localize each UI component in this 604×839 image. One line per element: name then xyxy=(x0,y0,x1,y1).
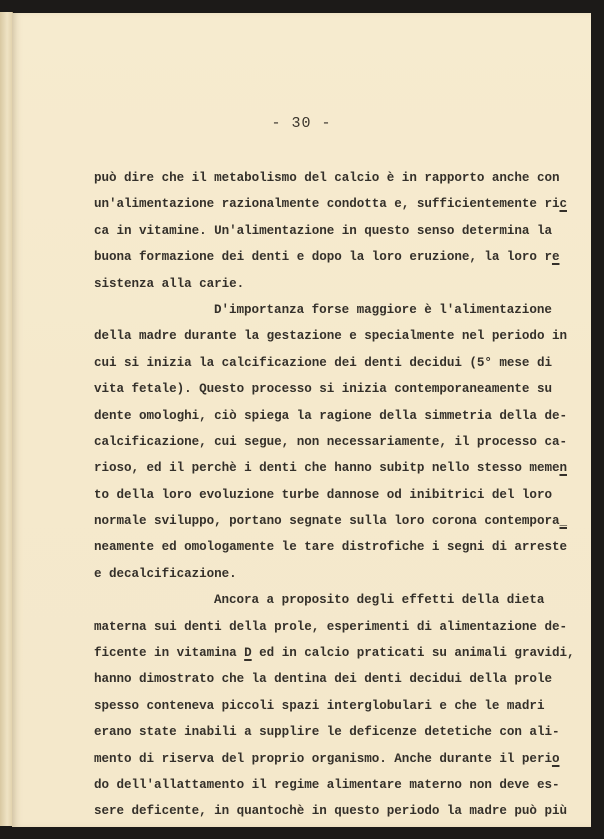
text-line xyxy=(94,561,564,587)
line-text: sistenza alla carie. xyxy=(94,276,245,291)
text-line xyxy=(94,508,567,534)
line-text: rioso, ed il perchè i denti che hanno subitp nello stesso meme xyxy=(94,461,560,476)
line-text: hanno dimostrato che la dentina dei denti decidui della prole xyxy=(94,672,552,687)
text-line xyxy=(94,746,564,772)
text-line xyxy=(94,587,564,613)
line-text: normale sviluppo, portano segnate sulla loro corona contempora xyxy=(94,514,560,529)
underlined-text: _ xyxy=(559,514,567,529)
line-text: dente omologhi, ciò spiega la ragione della simmetria della de- xyxy=(94,408,567,423)
underlined-text: o xyxy=(551,751,560,766)
line-text: erano state inabili a supplire le deficenze detetiche con ali- xyxy=(94,725,560,740)
underlined-text: c xyxy=(559,197,567,212)
line-text: to della loro evoluzione turbe dannose od inibitrici del loro xyxy=(94,487,552,502)
line-text: do dell'allattamento il regime alimentare materno non deve es- xyxy=(94,777,560,792)
line-text: può dire che il metabolismo del calcio è in rapporto anche con xyxy=(94,171,560,185)
text-line xyxy=(94,455,567,481)
text-line xyxy=(94,666,564,692)
text-line xyxy=(94,376,564,402)
text-line xyxy=(94,191,567,217)
text-line xyxy=(94,719,564,745)
underlined-text: e xyxy=(551,250,560,265)
line-text: ca in vitamine. Un'alimentazione in questo senso determina la xyxy=(94,223,552,238)
document-body xyxy=(94,165,575,825)
line-text: materna sui denti della prole, esperimenti di alimentazione de- xyxy=(94,619,567,634)
text-line xyxy=(94,534,567,560)
text-line xyxy=(94,218,564,244)
text-line xyxy=(94,323,567,349)
line-text: neamente ed omologamente le tare distrofiche i segni di arreste xyxy=(94,540,567,555)
line-text: sere deficente, in quantochè in questo periodo la madre può più xyxy=(94,804,567,819)
page-number: - 30 - xyxy=(271,115,332,132)
line-text: D'importanza forse maggiore è l'alimentazione xyxy=(214,302,552,317)
line-text: della madre durante la gestazione e specialmente nel periodo in xyxy=(94,329,567,344)
text-line xyxy=(94,350,564,376)
text-line xyxy=(94,798,567,824)
line-text: spesso conteneva piccoli spazi interglobulari e che le madri xyxy=(94,698,545,713)
text-line xyxy=(94,772,564,798)
text-line xyxy=(94,165,564,191)
line-text: buona formazione dei denti e dopo la loro eruzione, la loro r xyxy=(94,250,552,265)
line-text: mento di riserva del proprio organismo. Anche durante il peri xyxy=(94,751,552,766)
text-line xyxy=(94,244,564,270)
line-text: vita fetale). Questo processo si inizia contemporaneamente su xyxy=(94,382,552,397)
text-line xyxy=(94,640,575,666)
text-line xyxy=(94,693,564,719)
text-line xyxy=(94,271,564,297)
underlined-text: n xyxy=(559,461,567,476)
line-text: cui si inizia la calcificazione dei denti decidui (5° mese di xyxy=(94,355,552,370)
line-text: Ancora a proposito degli effetti della dieta xyxy=(214,593,545,608)
text-line xyxy=(94,297,564,323)
text-line xyxy=(94,429,567,455)
text-line xyxy=(94,403,567,429)
line-text: un'alimentazione razionalmente condotta e, sufficientemente ri xyxy=(94,197,560,212)
line-text: calcificazione, cui segue, non necessariamente, il processo ca- xyxy=(94,434,567,449)
line-text-after: ed in calcio praticati su animali gravidi, xyxy=(251,646,575,661)
text-line xyxy=(94,614,567,640)
text-line xyxy=(94,482,564,508)
underlined-text: D xyxy=(244,646,252,661)
line-text: e decalcificazione. xyxy=(94,566,237,581)
line-text: ficente in vitamina xyxy=(94,646,245,661)
